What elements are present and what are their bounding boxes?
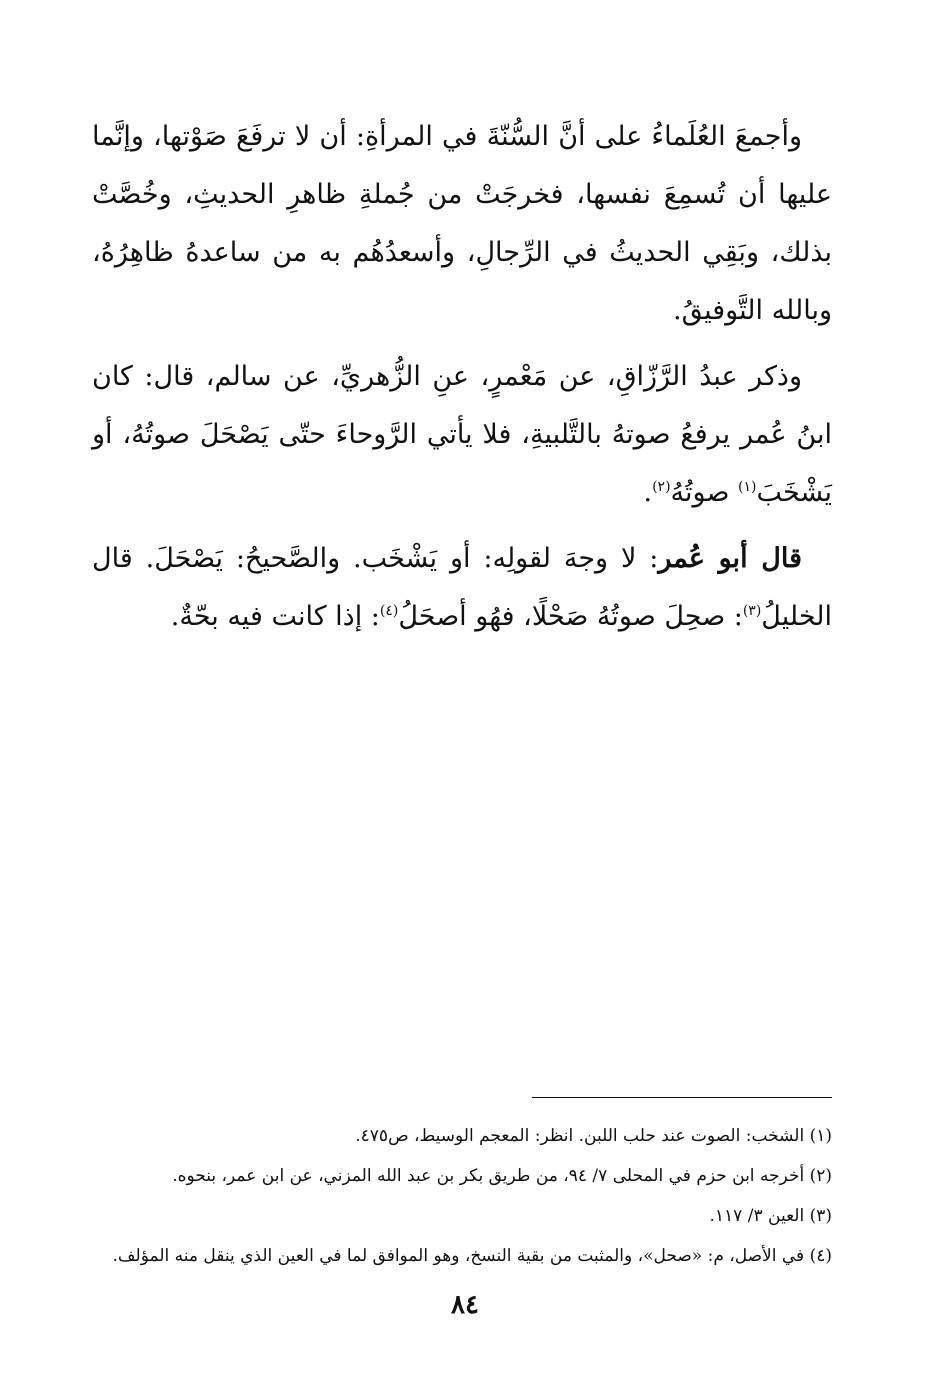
paragraph-1 — [92, 108, 832, 340]
paragraph-2-text-b: صوتُهُ — [670, 477, 738, 508]
paragraph-2-text-c: . — [643, 477, 653, 508]
paragraph-2 — [92, 348, 832, 522]
footnote-ref-3[interactable]: (٣) — [742, 603, 762, 619]
footnote-3: (٣) العين ٣/ ١١٧. — [709, 1206, 832, 1226]
footnote-1: (١) الشخب: الصوت عند حلب اللبن. انظر: المعجم الوسيط، ص٤٧٥. — [355, 1126, 832, 1146]
paragraph-3-text-c: : إذا كانت فيه بحّةٌ. — [170, 601, 380, 632]
footnote-divider — [532, 1097, 832, 1098]
paragraph-3-text-b: : صحِلَ صوتُهُ صَحْلًا، فهُو أصحَلُ — [398, 601, 743, 632]
page-number: ٨٤ — [451, 1290, 479, 1320]
speaker-name: قال أبو عُمر — [658, 543, 803, 574]
footnote-ref-2[interactable]: (٢) — [652, 479, 671, 495]
footnote-4: (٤) في الأصل، م: «صحل»، والمثبت من بقية النسخ، وهو الموافق لما في العين الذي ينقل منه المؤلف. — [112, 1246, 832, 1266]
paragraph-2-text-a: وذكر عبدُ الرَّزّاقِ، عن مَعْمرٍ، عنِ الزُّهريِّ، عن سالم، قال: كان ابنُ عُمر يرفعُ صوتهُ بالتَّلبيةِ، فلا يأتي الرَّوحاءَ حتّى يَصْحَلَ صوتُهُ، أو يَشْخَبَ — [92, 361, 832, 508]
footnotes-section — [100, 1116, 832, 1276]
footnote-ref-4[interactable]: (٤) — [379, 603, 399, 619]
main-text — [92, 108, 832, 654]
paragraph-3 — [92, 530, 832, 646]
footnote-ref-1[interactable]: (١) — [737, 479, 757, 495]
paragraph-3-text-a: : لا وجهَ لقولِه: أو يَشْخَب. والصَّحيحُ: يَصْحَلَ. قال الخليلُ — [92, 543, 832, 632]
footnote-2: (٢) أخرجه ابن حزم في المحلى ٧/ ٩٤، من طريق بكر بن عبد الله المزني، عن ابن عمر، بنحوه. — [172, 1166, 832, 1186]
paragraph-1-text: وأجمعَ العُلَماءُ على أنَّ السُّنّةَ في المرأةِ: أن لا ترفَعَ صَوْتها، وإنَّما عليها أن تُسمِعَ نفسها، فخرجَتْ من جُملةِ ظاهرِ الحديثِ، وخُصَّتْ بذلك، وبَقِي الحديثُ في الرِّجالِ، وأسعدُهُم به من ساعدهُ ظاهِرُهُ، وبالله التَّوفيقُ. — [92, 121, 833, 326]
